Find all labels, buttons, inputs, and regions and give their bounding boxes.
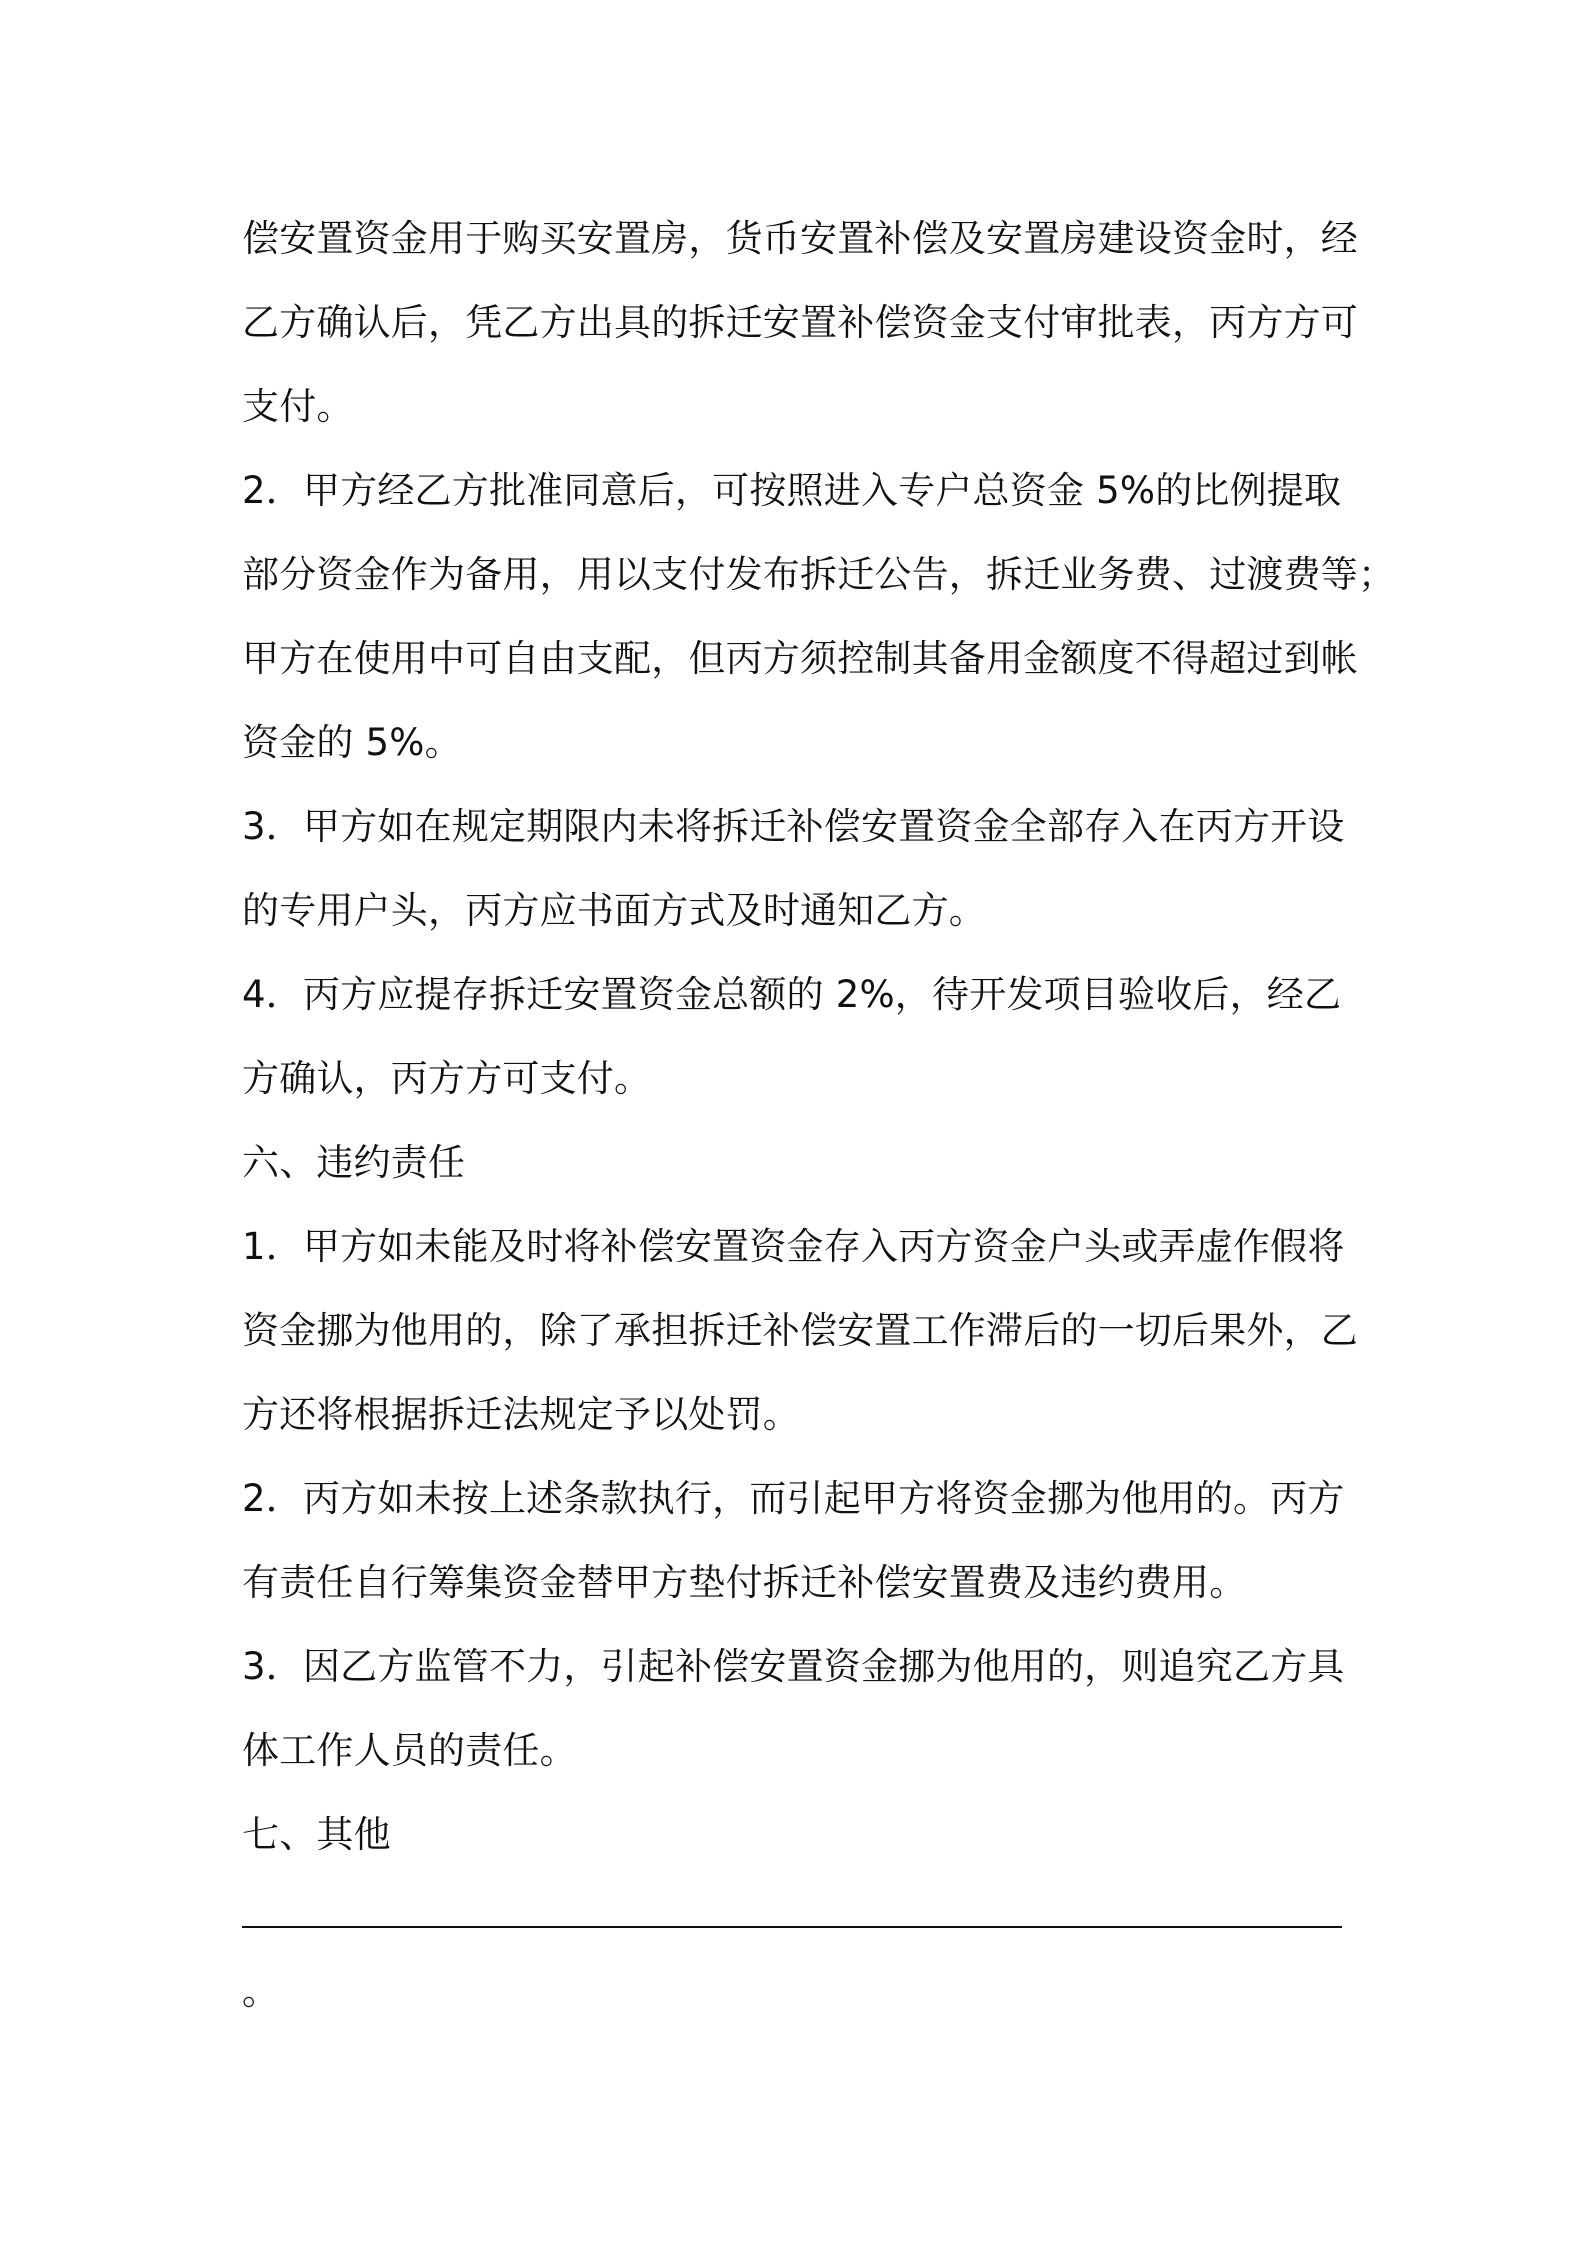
- section-heading: 七、其他: [242, 1813, 391, 1856]
- text-line: 甲方在使用中可自由支配，但丙方须控制其备用金额度不得超过到帐: [242, 637, 1358, 680]
- clause-2-line: 2．丙方如未按上述条款执行，而引起甲方将资金挪为他用的。丙方: [242, 1477, 1345, 1520]
- clause-2-line: 2．甲方经乙方批准同意后，可按照进入专户总资金 5%的比例提取: [242, 469, 1342, 512]
- clause-3-line: 3．甲方如在规定期限内未将拆迁补偿安置资金全部存入在丙方开设: [242, 805, 1345, 848]
- clause-4-line: 4．丙方应提存拆迁安置资金总额的 2%，待开发项目验收后，经乙: [242, 973, 1342, 1016]
- text-line: 有责任自行筹集资金替甲方垫付拆迁补偿安置费及违约费用。: [242, 1561, 1247, 1604]
- text-line: 方还将根据拆迁法规定予以处罚。: [242, 1393, 800, 1436]
- text-line: 体工作人员的责任。: [242, 1729, 577, 1772]
- text-line: 支付。: [242, 385, 354, 428]
- text-line: 资金挪为他用的，除了承担拆迁补偿安置工作滞后的一切后果外，乙: [242, 1309, 1358, 1352]
- text-line: 资金的 5%。: [242, 721, 462, 764]
- text-line: 偿安置资金用于购买安置房，货币安置补偿及安置房建设资金时，经: [242, 217, 1358, 260]
- clause-3-line: 3．因乙方监管不力，引起补偿安置资金挪为他用的，则追究乙方具: [242, 1645, 1345, 1688]
- document-body: [242, 197, 1396, 1877]
- section-heading: 六、违约责任: [242, 1141, 466, 1184]
- text-line: 乙方确认后，凭乙方出具的拆迁安置补偿资金支付审批表，丙方方可: [242, 301, 1358, 344]
- clause-1-line: 1．甲方如未能及时将补偿安置资金存入丙方资金户头或弄虚作假将: [242, 1225, 1345, 1268]
- text-line: 部分资金作为备用，用以支付发布拆迁公告，拆迁业务费、过渡费等；: [242, 553, 1396, 596]
- blank-underline: [242, 1926, 1342, 1928]
- text-line: 方确认，丙方方可支付。: [242, 1057, 652, 1100]
- end-period: 。: [242, 1970, 279, 2013]
- text-line: 的专用户头，丙方应书面方式及时通知乙方。: [242, 889, 986, 932]
- fill-in-blank: [242, 1888, 1342, 1928]
